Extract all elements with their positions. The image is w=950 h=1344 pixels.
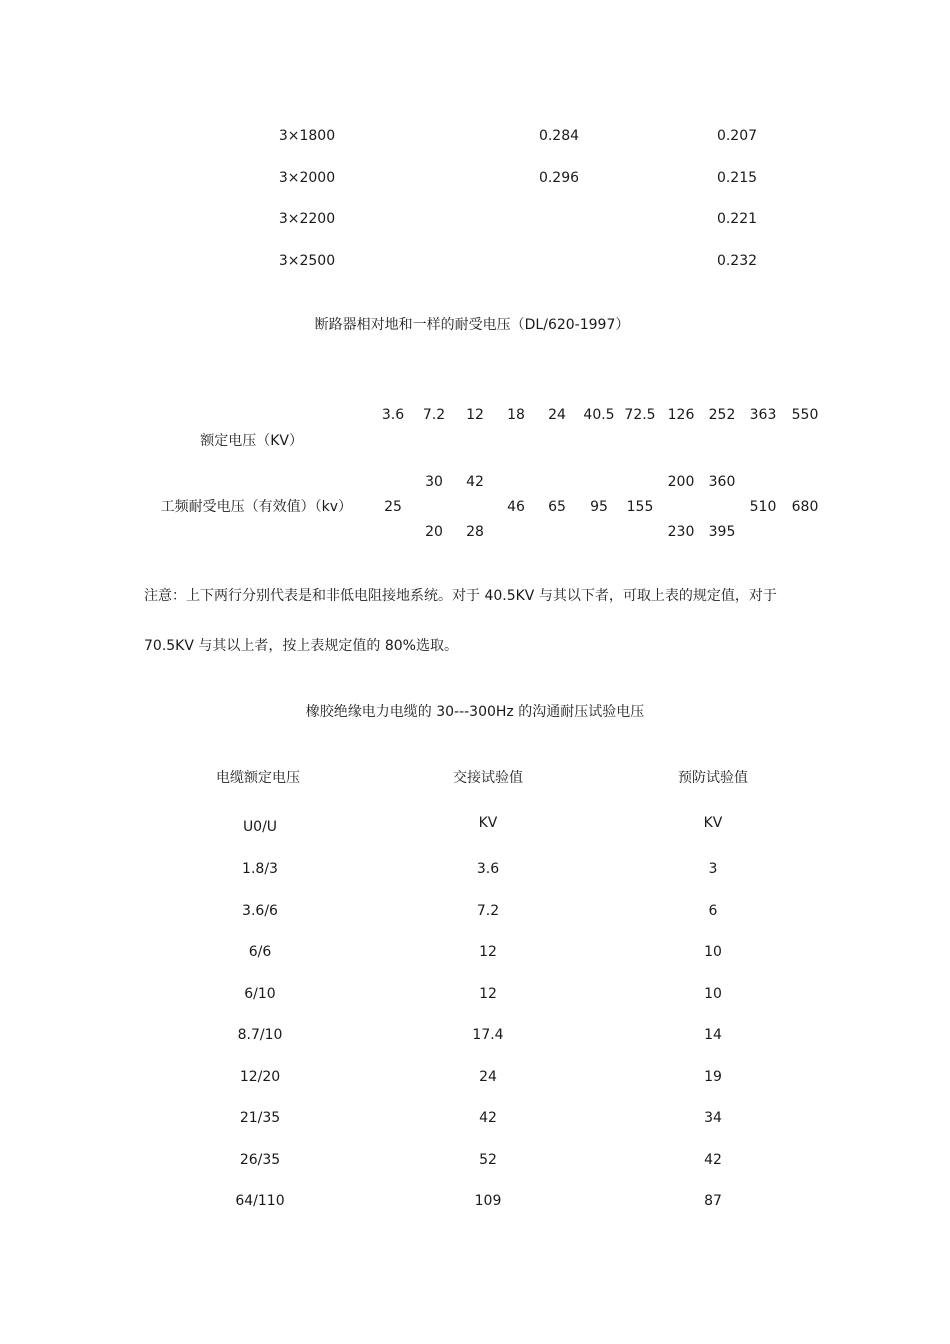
withstand-value: 46 bbox=[507, 499, 525, 515]
handover-test-cell: 7.2 bbox=[476, 902, 500, 919]
rated-voltage-value: 3.6 bbox=[381, 407, 405, 423]
handover-test-cell: 12 bbox=[479, 944, 497, 960]
unit-handover-test: KV bbox=[478, 815, 498, 831]
withstand-value: 155 bbox=[626, 499, 654, 515]
handover-test-cell: 109 bbox=[474, 1193, 502, 1209]
withstand-voltage-label: 工频耐受电压（有效值）（kv） bbox=[160, 499, 352, 515]
preventive-test-cell: 14 bbox=[704, 1027, 722, 1043]
handover-test-cell: 42 bbox=[479, 1110, 497, 1126]
withstand-upper-value: 360 bbox=[708, 474, 736, 490]
withstand-upper-value: 30 bbox=[425, 474, 443, 490]
rated-voltage-value: 363 bbox=[749, 407, 777, 423]
rated-voltage-value: 18 bbox=[507, 407, 525, 423]
cable-spec-cell: 3×2000 bbox=[278, 169, 336, 186]
rated-voltage-cell: 6/10 bbox=[244, 985, 276, 1002]
rated-voltage-value: 7.2 bbox=[422, 407, 446, 423]
withstand-value: 510 bbox=[749, 499, 777, 515]
preventive-test-cell: 6 bbox=[708, 902, 718, 919]
preventive-test-cell: 42 bbox=[704, 1151, 722, 1168]
cable-spec-cell: 3×2500 bbox=[278, 252, 336, 269]
preventive-test-cell: 34 bbox=[704, 1110, 722, 1126]
rated-voltage-value: 550 bbox=[791, 407, 819, 423]
rated-voltage-cell: 1.8/3 bbox=[242, 861, 278, 877]
withstand-upper-value: 200 bbox=[667, 474, 695, 490]
rated-voltage-cell: 21/35 bbox=[239, 1110, 281, 1126]
withstand-value: 65 bbox=[548, 499, 566, 515]
breaker-table-title: 断路器相对地和一样的耐受电压（DL/620-1997） bbox=[314, 317, 630, 333]
handover-test-cell: 17.4 bbox=[472, 1027, 504, 1043]
rated-voltage-value: 40.5 bbox=[583, 407, 615, 423]
withstand-lower-value: 20 bbox=[425, 524, 443, 540]
preventive-test-cell: 87 bbox=[704, 1193, 722, 1209]
handover-test-cell: 12 bbox=[479, 985, 497, 1002]
header-preventive-test: 预防试验值 bbox=[678, 770, 748, 786]
withstand-lower-value: 28 bbox=[466, 524, 484, 540]
rated-voltage-value: 72.5 bbox=[624, 407, 656, 423]
rated-voltage-cell: 12/20 bbox=[239, 1068, 281, 1085]
withstand-lower-value: 395 bbox=[708, 524, 736, 540]
rated-voltage-cell: 8.7/10 bbox=[237, 1027, 283, 1043]
withstand-lower-value: 230 bbox=[667, 524, 695, 540]
header-rated-voltage: 电缆额定电压 bbox=[216, 770, 300, 786]
withstand-value: 25 bbox=[384, 499, 402, 515]
rated-voltage-cell: 6/6 bbox=[248, 944, 272, 960]
rated-voltage-value: 24 bbox=[548, 407, 566, 423]
rated-voltage-value: 126 bbox=[667, 407, 695, 423]
handover-test-cell: 3.6 bbox=[476, 861, 500, 877]
value-cell: 0.284 bbox=[538, 128, 580, 144]
rated-voltage-cell: 64/110 bbox=[235, 1193, 285, 1209]
note-line-1: 注意：上下两行分别代表是和非低电阻接地系统。对于 40.5KV 与其以下者，可取上表的规定值，对于 bbox=[144, 588, 777, 604]
rated-voltage-label: 额定电压（KV） bbox=[200, 433, 303, 449]
value-cell: 0.207 bbox=[716, 128, 758, 144]
value-cell: 0.215 bbox=[716, 169, 758, 186]
unit-rated-voltage: U0/U bbox=[242, 819, 278, 835]
rated-voltage-value: 12 bbox=[466, 407, 484, 423]
handover-test-cell: 52 bbox=[479, 1151, 497, 1168]
preventive-test-cell: 10 bbox=[704, 944, 722, 960]
rated-voltage-value: 252 bbox=[708, 407, 736, 423]
value-cell: 0.221 bbox=[716, 211, 758, 227]
rated-voltage-cell: 26/35 bbox=[239, 1151, 281, 1168]
withstand-value: 95 bbox=[590, 499, 608, 515]
note-line-2: 70.5KV 与其以上者，按上表规定值的 80%选取。 bbox=[144, 638, 458, 654]
cable-spec-cell: 3×1800 bbox=[278, 128, 336, 144]
preventive-test-cell: 10 bbox=[704, 985, 722, 1002]
withstand-value: 680 bbox=[791, 499, 819, 515]
preventive-test-cell: 3 bbox=[708, 861, 718, 877]
rated-voltage-cell: 3.6/6 bbox=[242, 902, 278, 919]
withstand-upper-value: 42 bbox=[466, 474, 484, 490]
value-cell: 0.232 bbox=[716, 252, 758, 269]
preventive-test-cell: 19 bbox=[704, 1068, 722, 1085]
unit-preventive-test: KV bbox=[703, 815, 723, 831]
cable-spec-cell: 3×2200 bbox=[278, 211, 336, 227]
rubber-cable-table-title: 橡胶绝缘电力电缆的 30---300Hz 的沟通耐压试验电压 bbox=[305, 704, 645, 720]
value-cell: 0.296 bbox=[538, 169, 580, 186]
handover-test-cell: 24 bbox=[479, 1068, 497, 1085]
header-handover-test: 交接试验值 bbox=[453, 770, 523, 786]
